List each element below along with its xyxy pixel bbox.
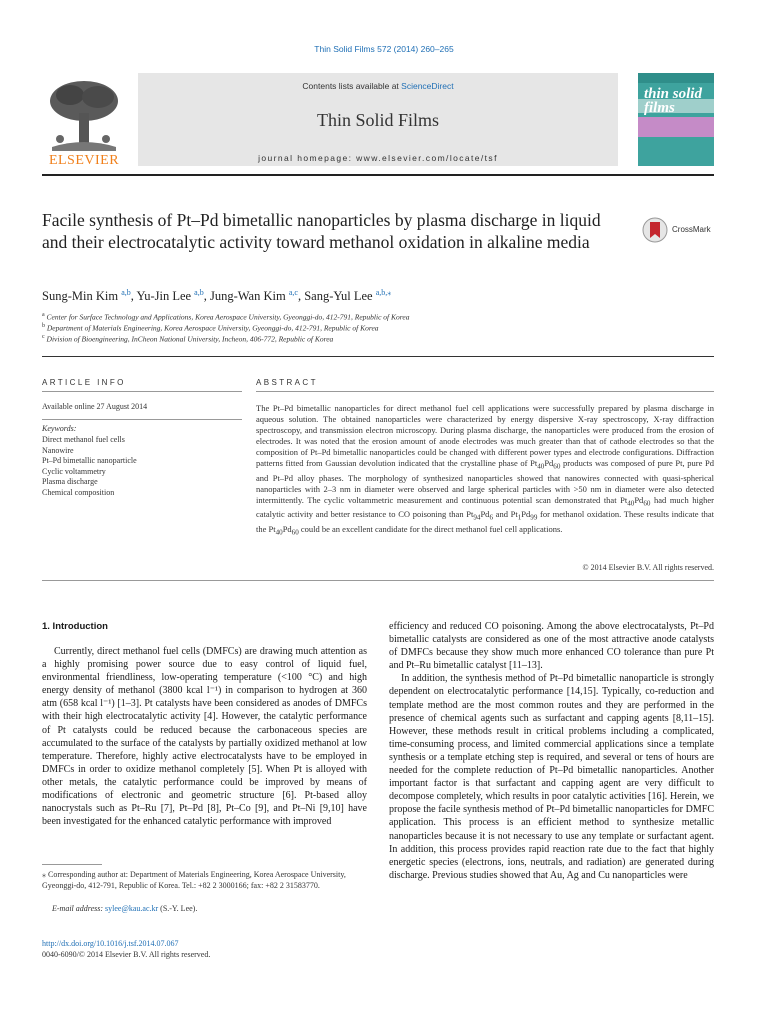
article-info-heading: ARTICLE INFO: [42, 378, 126, 387]
paragraph: efficiency and reduced CO poisoning. Among the above electrocatalysts, Pt–Pd bimetallic catalysts are considered as one of the most attractive anode catalysts of DMFCs because they show much more enhanced CO tolerance than pure Pt and Pt–Ru bimetallic catalyst [11–13].: [389, 621, 714, 672]
copyright-notice: © 2014 Elsevier B.V. All rights reserved.: [582, 563, 714, 572]
journal-cover-image: [638, 73, 714, 166]
author-name[interactable]: Sang-Yul Lee: [304, 289, 373, 304]
crossmark-icon: [642, 216, 668, 244]
journal-homepage: journal homepage: www.elsevier.com/locate/tsf: [258, 153, 498, 163]
article-title: Facile synthesis of Pt–Pd bimetallic nanoparticles by plasma discharge in liquid and their electrocatalytic activity toward methanol oxidation in alkaline media: [42, 210, 601, 252]
author-affiliation-marks[interactable]: a,c: [288, 288, 298, 297]
author-affiliation-marks[interactable]: a,b,⁎: [375, 288, 392, 297]
keyword-item: Nanowire: [42, 445, 74, 455]
affiliation-a: $^a$ Center for Surface Technology and Applications, Korea Aerospace University, Gyeonggi-do, 412-791, Republic of Korea: [42, 312, 410, 322]
masthead: [42, 73, 714, 166]
footnote-rule: [42, 864, 102, 865]
email-link[interactable]: sylee@kau.ac.kr: [105, 904, 159, 913]
keyword-item: Chemical composition: [42, 487, 115, 497]
abstract-heading: ABSTRACT: [256, 378, 318, 387]
author-name[interactable]: Yu-Jin Lee: [136, 289, 192, 304]
journal-title: Thin Solid Films: [316, 110, 440, 130]
author-affiliation-marks[interactable]: a,b: [194, 288, 204, 297]
intro-right-column: [389, 620, 714, 882]
keywords-label: Keywords:: [42, 424, 77, 433]
author-list: [42, 288, 714, 304]
crossmark-label: CrossMark: [672, 225, 711, 234]
paragraph: In addition, the synthesis method of Pt–Pd bimetallic nanoparticle is strongly dependent on electrocatalytic performance [14,15]. Typically, co-reduction and template method are the most common routes and they are performed in the presence of chemical agents such as surfactant and capping agents [8,11–15]. However, these methods result in critical problems including a complicated, time-consuming process, and limited commercial applications since a template synthesis or a template etching step is required, and several or tens of hours are needed for the complete reduction of Pt–Pd bimetallic nanoparticles. Another important factor is that surfactant and capping agent are very difficult to decompose completely, which results in poor catalytic activities [16]. Herein, we propose the facile synthesis method of Pt–Pd bimetallic nanoparticles for DMFC application. This process is an efficient method to synthesize metallic nanoparticles because it is not necessary to use any template or surfactant agent. In addition, this process provides rapid reaction rate due to the fact that highly energetic species (electrons, ions, neutrals, and radiation) are generated during discharge. Previous studies showed that Au, Ag and Cu nanoparticles were: [389, 673, 714, 881]
cover-title: thin solid films: [644, 86, 702, 116]
doi-link[interactable]: http://dx.doi.org/10.1016/j.tsf.2014.07.067: [42, 939, 179, 948]
author-name[interactable]: Jung-Wan Kim: [209, 289, 286, 304]
abstract-body: The Pt–Pd bimetallic nanoparticles for direct methanol fuel cell applications were successfully prepared by plasma discharge in aqueous solution. The obtained nanoparticles were characterized by energy dispersive X-ray spectroscopy, X-ray diffraction spectroscopy, and transmission electron microscopy. During plasma discharge, the nanoparticles were produced from the erosion of electrodes. It was noted that the erosion amount of anode electrodes was much greater than that of cathode electrodes so that the composition of Pt–Pd bimetallic nanoparticles could be changed with different power types and electrode configurations. Diffraction patterns fitted from Gaussian devolution indicated that the crystalline phase of $Pt_{40}Pd_{60}$ products was composed of pure Pt, pure Pd and Pt–Pd alloy phases. The morphology of synthesized nanoparticles showed that nanowires connected with quasi-spherical nanoparticles with 2–3 nm in diameter were observed and large spherical particles with >50 nm in diameter were also detected intermittently. The cyclic voltammetric measurement and continuous potential scan demonstrated that $Pt_{40}Pd_{60}$ had much higher catalytic activity and better resistance to CO poisoning than $Pt_{94}Pd_6$ and $Pt_1Pd_{99}$ for methanol oxidation. These results indicate that the $Pt_{40}Pd_{60}$ could be an excellent candidate for the direct methanol fuel cell applications.: [256, 403, 714, 537]
email-line: E-mail address: sylee@kau.ac.kr (S.-Y. Lee).: [52, 904, 198, 913]
elsevier-logo: [42, 77, 126, 163]
section-heading: 1. Introduction: [42, 621, 108, 632]
keyword-item: Cyclic voltammetry: [42, 466, 106, 476]
corresponding-author-note: ⁎ Corresponding author at: Department of Materials Engineering, Korea Aerospace University, Gyeonggi-do, 412-791, Republic of Korea. Tel.: +82 2 3000166; fax: +82 2 31583770.: [42, 870, 346, 890]
keyword-item: Direct methanol fuel cells: [42, 435, 125, 444]
affiliation-rule: [42, 356, 714, 357]
keywords-rule: [42, 419, 242, 420]
contents-line: Contents lists available at ScienceDirect: [302, 81, 454, 91]
author-separator: ,: [130, 289, 137, 304]
author-separator: ,: [203, 289, 210, 304]
affiliation-b: $^b$ Department of Materials Engineering, Korea Aerospace University, Gyeonggi-do, 412-791, Republic of Korea: [42, 323, 379, 333]
keyword-item: Plasma discharge: [42, 477, 98, 486]
masthead-band: [138, 73, 618, 166]
paragraph: Currently, direct methanol fuel cells (DMFCs) are drawing much attention as a highly promising power source due to easy control of liquid fuel, environmental friendliness, low-operating temperature (<100 °C) and high energy density of methanol (3800 kcal l⁻¹) in comparison to hydrogen at 360 atm (658 kcal l⁻¹) [1–3]. Pt catalysts have been considered as anodes of DMFCs with their high electrocatalytic activity [4]. However, the catalytic performance of Pt catalysts could be reduced because the carbonaceous species are accumulated to the surface of the catalysts by partially oxidized methanol at low temperature. Therefore, highly active electrocatalysts have to be employed in DMFCs in order to oxidize methanol completely [5]. When Pt is alloyed with other metals, the catalytic performance could be improved by means of modifications of electronic and geometric structure [6]. Pt-based alloy nanocrystals such as Pt–Ru [7], Pt–Pd [8], Pt–Co [9], and Pt–Ni [9,10] have been investigated for the enhanced catalytic performance with improved: [42, 646, 367, 828]
author-name[interactable]: Sung-Min Kim: [42, 289, 119, 304]
intro-left-column: [42, 645, 367, 828]
abstract-end-rule: [42, 580, 714, 581]
header-rule: [42, 174, 714, 176]
journal-reference[interactable]: Thin Solid Films 572 (2014) 260–265: [314, 44, 454, 54]
crossmark-badge[interactable]: [642, 216, 722, 246]
keyword-item: Pt–Pd bimetallic nanoparticle: [42, 456, 137, 465]
sciencedirect-link[interactable]: ScienceDirect: [401, 81, 454, 91]
abstract-rule: [256, 391, 714, 392]
author-separator: ,: [297, 289, 305, 304]
available-online: Available online 27 August 2014: [42, 402, 148, 411]
affiliation-c: $^c$ Division of Bioengineering, InCheon National University, Incheon, 406-772, Republic of Korea: [42, 334, 334, 344]
issn-line: 0040-6090/© 2014 Elsevier B.V. All rights reserved.: [42, 950, 211, 959]
elsevier-wordmark: ELSEVIER: [48, 153, 120, 168]
keyword-list: [42, 435, 242, 498]
article-info-rule: [42, 391, 242, 392]
author-affiliation-marks[interactable]: a,b: [121, 288, 131, 297]
